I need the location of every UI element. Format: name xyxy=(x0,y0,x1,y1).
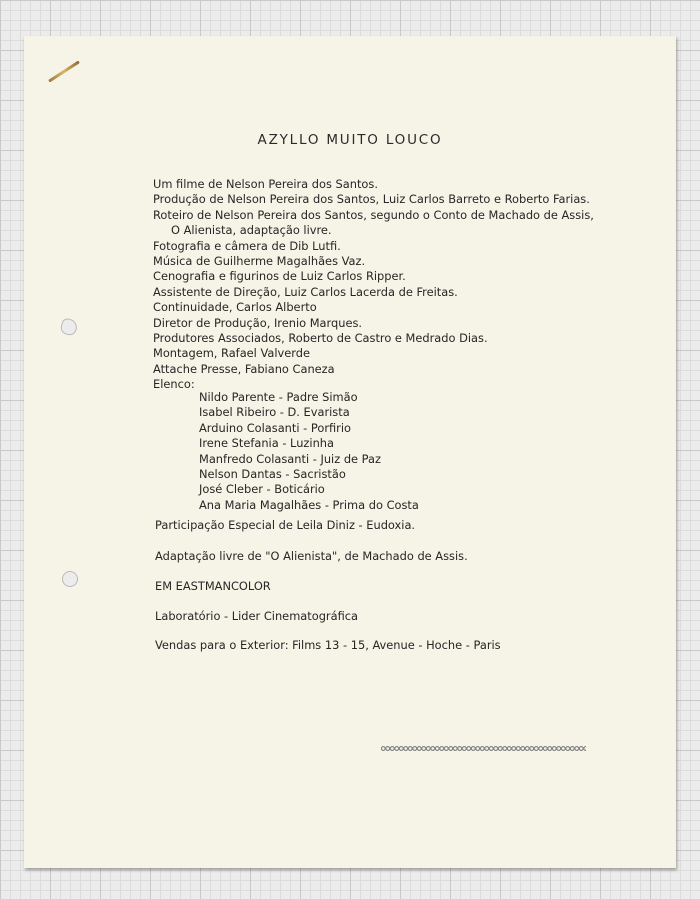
credit-line: Diretor de Produção, Irenio Marques. xyxy=(153,315,363,330)
credit-line: O Alienista, adaptação livre. xyxy=(171,223,332,238)
credit-line: Produtores Associados, Roberto de Castro e Medrado Dias. xyxy=(153,331,488,346)
laboratory-credit: Laboratório - Lider Cinematográfica xyxy=(155,609,359,623)
document-title: AZYLLO MUITO LOUCO xyxy=(257,132,443,148)
credits-block xyxy=(153,177,633,393)
cast-item: Ana Maria Magalhães - Prima do Costa xyxy=(199,497,419,512)
cast-item: Arduino Colasanti - Porfirio xyxy=(199,420,351,435)
special-participation: Participação Especial de Leila Diniz - Eudoxia. xyxy=(155,518,416,532)
credit-line: Roteiro de Nelson Pereira dos Santos, segundo o Conto de Machado de Assis, xyxy=(153,207,594,222)
cast-item: Manfredo Colasanti - Juiz de Paz xyxy=(199,451,381,466)
credit-line: Continuidade, Carlos Alberto xyxy=(153,300,317,315)
adaptation-note: Adaptação livre de "O Alienista", de Machado de Assis. xyxy=(155,549,468,563)
foreign-sales: Vendas para o Exterior: Films 13 - 15, Avenue - Hoche - Paris xyxy=(155,638,501,652)
credit-line: Produção de Nelson Pereira dos Santos, Luiz Carlos Barreto e Roberto Farias. xyxy=(153,192,590,207)
cast-heading: Elenco: xyxy=(153,377,195,392)
credit-line: Fotografia e câmera de Dib Lutfi. xyxy=(153,238,341,253)
cast-item: Nildo Parente - Padre Simão xyxy=(199,390,358,404)
cast-list xyxy=(199,390,419,513)
credit-line: Assistente de Direção, Luiz Carlos Lacerda de Freitas. xyxy=(153,284,458,299)
decorative-chain-rule xyxy=(381,746,586,751)
cast-item: Irene Stefania - Luzinha xyxy=(199,436,334,451)
color-process: EM EASTMANCOLOR xyxy=(155,579,271,593)
credit-line: Attache Presse, Fabiano Caneza xyxy=(153,361,335,376)
cast-item: Nelson Dantas - Sacristão xyxy=(199,467,346,482)
credit-line: Montagem, Rafael Valverde xyxy=(153,346,310,361)
cast-item: José Cleber - Boticário xyxy=(199,482,325,497)
credit-line: Cenografia e figurinos de Luiz Carlos Ripper. xyxy=(153,269,406,284)
punch-hole-bottom xyxy=(62,571,78,587)
cast-item: Isabel Ribeiro - D. Evarista xyxy=(199,405,350,420)
credit-line: Um filme de Nelson Pereira dos Santos. xyxy=(153,177,378,191)
credit-line: Música de Guilherme Magalhães Vaz. xyxy=(153,254,366,269)
